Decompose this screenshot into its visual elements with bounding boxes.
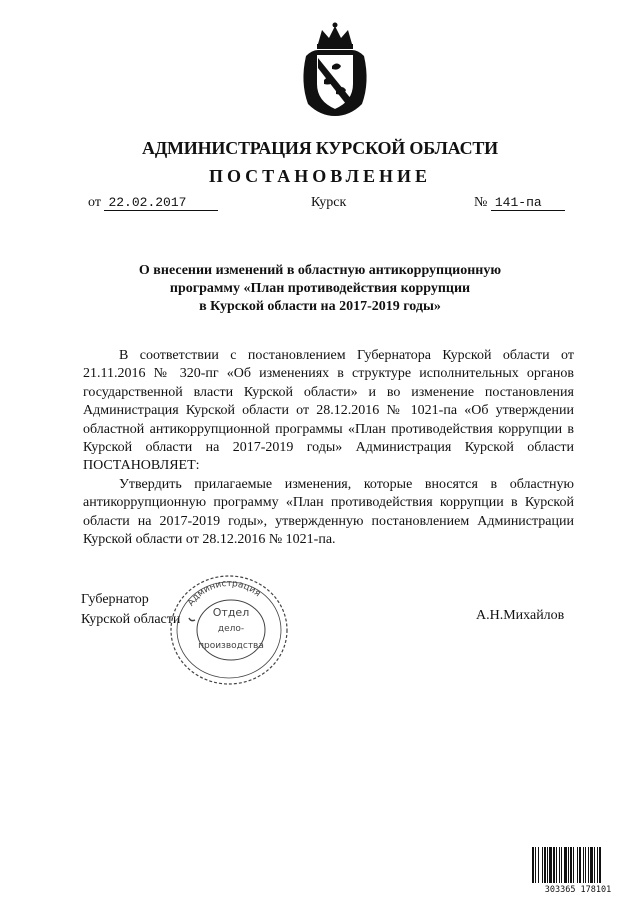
barcode xyxy=(531,847,625,895)
organization-title: АДМИНИСТРАЦИЯ КУРСКОЙ ОБЛАСТИ xyxy=(142,138,498,158)
document-date xyxy=(88,195,218,211)
number-prefix: № xyxy=(474,195,488,210)
number-value: 141-па xyxy=(491,196,565,211)
svg-text:Администрация xyxy=(186,579,262,608)
signatory-role-line: Губернатор xyxy=(81,592,149,607)
document-number xyxy=(474,195,565,211)
stamp-ring-text: Администрация xyxy=(186,578,263,609)
barcode-number: 303365 178101 xyxy=(544,885,612,895)
subject-line: программу «План противодействия коррупции xyxy=(169,281,471,296)
office-stamp xyxy=(165,568,293,688)
subject-line: в Курской области на 2017-2019 годы» xyxy=(199,299,441,314)
barcode-bars xyxy=(532,847,601,883)
document-subject xyxy=(110,262,530,316)
signatory-name: А.Н.Михайлов xyxy=(476,608,565,623)
stamp-center-line: производства xyxy=(198,641,264,651)
body-paragraph: Утвердить прилагаемые изменения, которые вносятся в областную антикоррупционную программу «План противодействия коррупции в Курской области на 2017-2019 годы», утвержденную постановлением Администрации Курской области от 28.12.2016 № 1021-па. xyxy=(83,476,574,548)
date-prefix: от xyxy=(88,195,101,210)
coat-of-arms-icon xyxy=(296,22,374,118)
date-value: 22.02.2017 xyxy=(104,196,218,211)
body-paragraph: В соответствии с постановлением Губернатора Курской области от 21.11.2016 № 320-пг «Об изменениях в структуре исполнительных органов государственной власти Курской области» и во изменение постановления Администрация Курской области от 28.12.2016 № 1021-па «Об утверждении областной антикоррупционной программы «План противодействия коррупции в Курской области на 2017-2019 годы» Администрация Курской области ПОСТАНОВЛЯЕТ: xyxy=(83,348,574,474)
stamp-center-line: дело- xyxy=(217,624,245,634)
document-type-title: ПОСТАНОВЛЕНИЕ xyxy=(208,166,432,186)
document-city: Курск xyxy=(311,195,347,210)
stamp-center-line: Отдел xyxy=(212,606,250,619)
document-body xyxy=(83,347,574,549)
signatory-role-line: Курской области xyxy=(81,612,181,627)
subject-line: О внесении изменений в областную антикоррупционную xyxy=(138,263,502,278)
